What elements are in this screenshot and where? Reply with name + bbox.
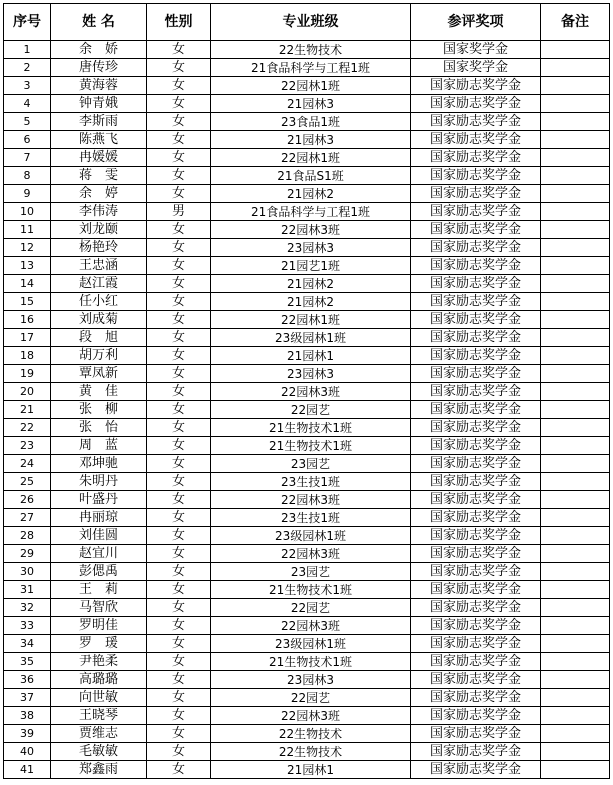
cell-seq: 27 (4, 509, 51, 527)
cell-gender: 男 (147, 203, 211, 221)
cell-class: 21生物技术1班 (211, 653, 411, 671)
cell-remark (541, 617, 610, 635)
cell-name: 刘成菊 (51, 311, 147, 329)
table-row (4, 725, 610, 743)
cell-name: 冉丽琼 (51, 509, 147, 527)
cell-award: 国家励志奖学金 (411, 329, 541, 347)
cell-gender: 女 (147, 131, 211, 149)
cell-gender: 女 (147, 509, 211, 527)
cell-class: 23园林3 (211, 671, 411, 689)
table-row (4, 221, 610, 239)
cell-award: 国家励志奖学金 (411, 491, 541, 509)
table-row (4, 707, 610, 725)
cell-award: 国家奖学金 (411, 59, 541, 77)
cell-seq: 12 (4, 239, 51, 257)
cell-gender: 女 (147, 653, 211, 671)
cell-class: 23生技1班 (211, 509, 411, 527)
cell-gender: 女 (147, 617, 211, 635)
cell-seq: 5 (4, 113, 51, 131)
cell-seq: 20 (4, 383, 51, 401)
cell-seq: 29 (4, 545, 51, 563)
cell-award: 国家励志奖学金 (411, 401, 541, 419)
cell-name: 张 怡 (51, 419, 147, 437)
table-row (4, 311, 610, 329)
cell-class: 23园艺 (211, 563, 411, 581)
cell-name: 覃凤新 (51, 365, 147, 383)
cell-seq: 22 (4, 419, 51, 437)
cell-award: 国家励志奖学金 (411, 113, 541, 131)
cell-class: 22园艺 (211, 599, 411, 617)
cell-gender: 女 (147, 527, 211, 545)
cell-gender: 女 (147, 635, 211, 653)
table-row (4, 95, 610, 113)
table-row (4, 617, 610, 635)
cell-remark (541, 455, 610, 473)
cell-name: 罗 瑗 (51, 635, 147, 653)
cell-name: 朱明丹 (51, 473, 147, 491)
cell-remark (541, 311, 610, 329)
cell-remark (541, 365, 610, 383)
cell-gender: 女 (147, 419, 211, 437)
cell-gender: 女 (147, 293, 211, 311)
cell-name: 李伟涛 (51, 203, 147, 221)
cell-name: 蒋 雯 (51, 167, 147, 185)
header-class: 专业班级 (211, 4, 411, 41)
table-row (4, 185, 610, 203)
table-row (4, 149, 610, 167)
cell-award: 国家励志奖学金 (411, 77, 541, 95)
cell-gender: 女 (147, 689, 211, 707)
cell-seq: 34 (4, 635, 51, 653)
cell-remark (541, 293, 610, 311)
cell-remark (541, 383, 610, 401)
cell-class: 21园林1 (211, 761, 411, 779)
cell-class: 21食品科学与工程1班 (211, 203, 411, 221)
cell-name: 黄 佳 (51, 383, 147, 401)
cell-name: 毛敏敏 (51, 743, 147, 761)
cell-award: 国家励志奖学金 (411, 239, 541, 257)
cell-gender: 女 (147, 113, 211, 131)
cell-name: 王 莉 (51, 581, 147, 599)
header-award: 参评奖项 (411, 4, 541, 41)
cell-class: 22园林3班 (211, 617, 411, 635)
cell-seq: 40 (4, 743, 51, 761)
cell-award: 国家励志奖学金 (411, 545, 541, 563)
cell-remark (541, 491, 610, 509)
cell-class: 21食品科学与工程1班 (211, 59, 411, 77)
cell-gender: 女 (147, 725, 211, 743)
cell-class: 23食品1班 (211, 113, 411, 131)
cell-name: 胡万利 (51, 347, 147, 365)
cell-name: 段 旭 (51, 329, 147, 347)
cell-gender: 女 (147, 221, 211, 239)
cell-gender: 女 (147, 347, 211, 365)
table-row (4, 473, 610, 491)
table-row (4, 275, 610, 293)
cell-remark (541, 707, 610, 725)
cell-remark (541, 599, 610, 617)
cell-gender: 女 (147, 437, 211, 455)
cell-gender: 女 (147, 239, 211, 257)
cell-class: 21园艺1班 (211, 257, 411, 275)
cell-remark (541, 275, 610, 293)
cell-seq: 9 (4, 185, 51, 203)
cell-gender: 女 (147, 473, 211, 491)
cell-remark (541, 509, 610, 527)
cell-name: 彭偲禹 (51, 563, 147, 581)
cell-class: 22园林1班 (211, 77, 411, 95)
cell-remark (541, 689, 610, 707)
cell-remark (541, 329, 610, 347)
cell-award: 国家励志奖学金 (411, 455, 541, 473)
cell-name: 余 婷 (51, 185, 147, 203)
cell-seq: 36 (4, 671, 51, 689)
cell-award: 国家励志奖学金 (411, 365, 541, 383)
cell-name: 尹艳柔 (51, 653, 147, 671)
cell-award: 国家励志奖学金 (411, 581, 541, 599)
cell-name: 刘龙颐 (51, 221, 147, 239)
cell-class: 21生物技术1班 (211, 581, 411, 599)
cell-class: 22园林3班 (211, 545, 411, 563)
cell-seq: 16 (4, 311, 51, 329)
table-row (4, 113, 610, 131)
cell-remark (541, 761, 610, 779)
cell-remark (541, 581, 610, 599)
cell-class: 21园林3 (211, 95, 411, 113)
cell-award: 国家励志奖学金 (411, 743, 541, 761)
cell-seq: 32 (4, 599, 51, 617)
header-remark: 备注 (541, 4, 610, 41)
table-row (4, 509, 610, 527)
cell-remark (541, 347, 610, 365)
table-row (4, 167, 610, 185)
cell-class: 21生物技术1班 (211, 437, 411, 455)
cell-name: 赵江霞 (51, 275, 147, 293)
table-row (4, 491, 610, 509)
cell-seq: 30 (4, 563, 51, 581)
cell-gender: 女 (147, 275, 211, 293)
cell-name: 周 蓝 (51, 437, 147, 455)
cell-name: 钟青娥 (51, 95, 147, 113)
cell-class: 21园林2 (211, 293, 411, 311)
cell-name: 赵宜川 (51, 545, 147, 563)
cell-name: 冉媛媛 (51, 149, 147, 167)
table-row (4, 545, 610, 563)
cell-gender: 女 (147, 563, 211, 581)
cell-award: 国家励志奖学金 (411, 311, 541, 329)
cell-class: 21园林2 (211, 275, 411, 293)
table-row (4, 689, 610, 707)
cell-seq: 14 (4, 275, 51, 293)
cell-seq: 21 (4, 401, 51, 419)
cell-class: 23园林3 (211, 365, 411, 383)
cell-remark (541, 257, 610, 275)
cell-remark (541, 635, 610, 653)
cell-remark (541, 203, 610, 221)
header-gender: 性别 (147, 4, 211, 41)
table-row (4, 401, 610, 419)
table-row (4, 671, 610, 689)
cell-remark (541, 545, 610, 563)
table-row (4, 743, 610, 761)
cell-award: 国家励志奖学金 (411, 131, 541, 149)
cell-name: 唐传珍 (51, 59, 147, 77)
cell-award: 国家励志奖学金 (411, 275, 541, 293)
cell-name: 贾维志 (51, 725, 147, 743)
cell-award: 国家励志奖学金 (411, 761, 541, 779)
cell-award: 国家励志奖学金 (411, 149, 541, 167)
cell-gender: 女 (147, 311, 211, 329)
cell-remark (541, 743, 610, 761)
cell-seq: 13 (4, 257, 51, 275)
cell-seq: 37 (4, 689, 51, 707)
table-row (4, 77, 610, 95)
table-row (4, 365, 610, 383)
cell-gender: 女 (147, 167, 211, 185)
table-row (4, 581, 610, 599)
cell-gender: 女 (147, 365, 211, 383)
cell-gender: 女 (147, 329, 211, 347)
cell-class: 21园林3 (211, 131, 411, 149)
table-row (4, 59, 610, 77)
cell-seq: 6 (4, 131, 51, 149)
cell-seq: 2 (4, 59, 51, 77)
cell-remark (541, 527, 610, 545)
header-seq: 序号 (4, 4, 51, 41)
cell-gender: 女 (147, 455, 211, 473)
cell-seq: 35 (4, 653, 51, 671)
table-row (4, 41, 610, 59)
cell-award: 国家励志奖学金 (411, 383, 541, 401)
cell-class: 22生物技术 (211, 725, 411, 743)
cell-award: 国家励志奖学金 (411, 95, 541, 113)
cell-remark (541, 437, 610, 455)
header-row (4, 4, 610, 41)
cell-seq: 17 (4, 329, 51, 347)
cell-class: 22园林1班 (211, 311, 411, 329)
cell-class: 23园林3 (211, 239, 411, 257)
cell-seq: 18 (4, 347, 51, 365)
cell-seq: 26 (4, 491, 51, 509)
cell-class: 22生物技术 (211, 743, 411, 761)
table-header (4, 4, 610, 41)
cell-class: 22园艺 (211, 689, 411, 707)
cell-remark (541, 473, 610, 491)
table-row (4, 563, 610, 581)
scholarship-table (3, 3, 610, 779)
cell-remark (541, 59, 610, 77)
cell-class: 23级园林1班 (211, 527, 411, 545)
cell-award: 国家励志奖学金 (411, 707, 541, 725)
cell-gender: 女 (147, 599, 211, 617)
cell-remark (541, 653, 610, 671)
cell-award: 国家励志奖学金 (411, 509, 541, 527)
cell-seq: 10 (4, 203, 51, 221)
cell-class: 22园林1班 (211, 149, 411, 167)
cell-seq: 39 (4, 725, 51, 743)
cell-remark (541, 95, 610, 113)
cell-award: 国家奖学金 (411, 41, 541, 59)
cell-seq: 8 (4, 167, 51, 185)
cell-name: 陈燕飞 (51, 131, 147, 149)
cell-remark (541, 41, 610, 59)
cell-award: 国家励志奖学金 (411, 725, 541, 743)
cell-name: 叶盛丹 (51, 491, 147, 509)
cell-name: 高璐璐 (51, 671, 147, 689)
cell-gender: 女 (147, 545, 211, 563)
cell-name: 刘佳圆 (51, 527, 147, 545)
cell-class: 22园林3班 (211, 491, 411, 509)
table-row (4, 761, 610, 779)
table-row (4, 347, 610, 365)
cell-remark (541, 149, 610, 167)
cell-award: 国家励志奖学金 (411, 437, 541, 455)
cell-award: 国家励志奖学金 (411, 473, 541, 491)
cell-remark (541, 77, 610, 95)
cell-name: 王忠涵 (51, 257, 147, 275)
cell-award: 国家励志奖学金 (411, 635, 541, 653)
cell-seq: 7 (4, 149, 51, 167)
cell-seq: 25 (4, 473, 51, 491)
cell-award: 国家励志奖学金 (411, 203, 541, 221)
cell-class: 23级园林1班 (211, 635, 411, 653)
cell-award: 国家励志奖学金 (411, 653, 541, 671)
cell-award: 国家励志奖学金 (411, 167, 541, 185)
cell-class: 22生物技术 (211, 41, 411, 59)
cell-name: 罗明佳 (51, 617, 147, 635)
cell-name: 任小红 (51, 293, 147, 311)
table-row (4, 383, 610, 401)
cell-class: 21生物技术1班 (211, 419, 411, 437)
cell-award: 国家励志奖学金 (411, 257, 541, 275)
cell-gender: 女 (147, 491, 211, 509)
cell-name: 黄海蓉 (51, 77, 147, 95)
cell-gender: 女 (147, 383, 211, 401)
table-row (4, 455, 610, 473)
table-row (4, 293, 610, 311)
table-row (4, 437, 610, 455)
table-row (4, 653, 610, 671)
cell-name: 张 柳 (51, 401, 147, 419)
cell-seq: 28 (4, 527, 51, 545)
cell-name: 余 娇 (51, 41, 147, 59)
cell-class: 23生技1班 (211, 473, 411, 491)
cell-class: 21园林2 (211, 185, 411, 203)
table-row (4, 131, 610, 149)
cell-seq: 19 (4, 365, 51, 383)
cell-award: 国家励志奖学金 (411, 563, 541, 581)
cell-name: 李斯雨 (51, 113, 147, 131)
cell-remark (541, 239, 610, 257)
cell-award: 国家励志奖学金 (411, 689, 541, 707)
cell-name: 郑鑫雨 (51, 761, 147, 779)
cell-gender: 女 (147, 671, 211, 689)
cell-award: 国家励志奖学金 (411, 671, 541, 689)
cell-seq: 15 (4, 293, 51, 311)
cell-remark (541, 725, 610, 743)
cell-award: 国家励志奖学金 (411, 185, 541, 203)
cell-seq: 38 (4, 707, 51, 725)
cell-seq: 24 (4, 455, 51, 473)
cell-gender: 女 (147, 257, 211, 275)
table-row (4, 419, 610, 437)
cell-gender: 女 (147, 761, 211, 779)
cell-gender: 女 (147, 149, 211, 167)
cell-gender: 女 (147, 185, 211, 203)
cell-name: 马智欣 (51, 599, 147, 617)
cell-award: 国家励志奖学金 (411, 419, 541, 437)
cell-remark (541, 167, 610, 185)
cell-remark (541, 185, 610, 203)
table-row (4, 329, 610, 347)
cell-award: 国家励志奖学金 (411, 347, 541, 365)
cell-seq: 1 (4, 41, 51, 59)
cell-remark (541, 563, 610, 581)
cell-name: 杨艳玲 (51, 239, 147, 257)
cell-name: 邓坤驰 (51, 455, 147, 473)
cell-remark (541, 221, 610, 239)
cell-gender: 女 (147, 77, 211, 95)
cell-remark (541, 401, 610, 419)
cell-award: 国家励志奖学金 (411, 293, 541, 311)
table-row (4, 203, 610, 221)
cell-award: 国家励志奖学金 (411, 599, 541, 617)
table-row (4, 239, 610, 257)
cell-remark (541, 113, 610, 131)
cell-seq: 33 (4, 617, 51, 635)
cell-class: 21园林1 (211, 347, 411, 365)
cell-class: 23园艺 (211, 455, 411, 473)
cell-seq: 4 (4, 95, 51, 113)
cell-award: 国家励志奖学金 (411, 527, 541, 545)
cell-remark (541, 671, 610, 689)
cell-name: 向世敏 (51, 689, 147, 707)
cell-gender: 女 (147, 95, 211, 113)
table-row (4, 635, 610, 653)
cell-remark (541, 131, 610, 149)
cell-gender: 女 (147, 59, 211, 77)
table-row (4, 599, 610, 617)
cell-class: 22园林3班 (211, 707, 411, 725)
cell-gender: 女 (147, 41, 211, 59)
cell-seq: 41 (4, 761, 51, 779)
cell-gender: 女 (147, 401, 211, 419)
header-name: 姓 名 (51, 4, 147, 41)
cell-award: 国家励志奖学金 (411, 617, 541, 635)
cell-class: 22园艺 (211, 401, 411, 419)
cell-seq: 3 (4, 77, 51, 95)
table-body (4, 41, 610, 779)
table-row (4, 527, 610, 545)
cell-remark (541, 419, 610, 437)
cell-gender: 女 (147, 707, 211, 725)
cell-seq: 23 (4, 437, 51, 455)
cell-class: 22园林3班 (211, 221, 411, 239)
table-row (4, 257, 610, 275)
cell-name: 王晓琴 (51, 707, 147, 725)
cell-seq: 31 (4, 581, 51, 599)
cell-class: 23级园林1班 (211, 329, 411, 347)
cell-class: 22园林3班 (211, 383, 411, 401)
cell-award: 国家励志奖学金 (411, 221, 541, 239)
cell-class: 21食品S1班 (211, 167, 411, 185)
cell-gender: 女 (147, 581, 211, 599)
cell-seq: 11 (4, 221, 51, 239)
cell-gender: 女 (147, 743, 211, 761)
